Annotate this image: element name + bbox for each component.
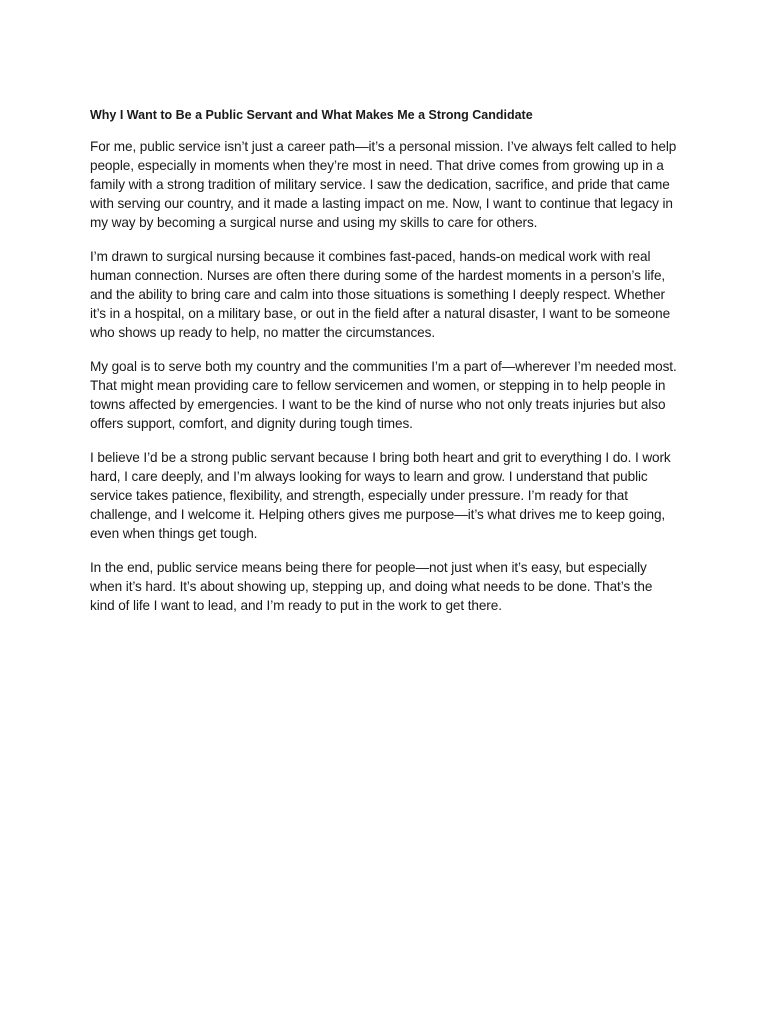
paragraph-3: My goal is to serve both my country and the communities I’m a part of—wherever I’m needed most. That might mean providing care to fellow servicemen and women, or stepping in to help people in towns affected by emergencies. I want to be the kind of nurse who not only treats injuries but also offers support, comfort, and dignity during tough times. <box>90 359 677 431</box>
paragraph-1: For me, public service isn’t just a career path—it’s a personal mission. I’ve always felt called to help people, especially in moments when they’re most in need. That drive comes from growing up in a family with a strong tradition of military service. I saw the dedication, sacrifice, and pride that came with serving our country, and it made a lasting impact on me. Now, I want to continue that legacy in my way by becoming a surgical nurse and using my skills to care for others. <box>90 139 677 230</box>
paragraph-5: In the end, public service means being there for people—not just when it’s easy, but especially when it’s hard. It’s about showing up, stepping up, and doing what needs to be done. That’s the kind of life I want to lead, and I’m ready to put in the work to get there. <box>90 560 653 613</box>
document-page <box>90 106 680 630</box>
document-title: Why I Want to Be a Public Servant and What Makes Me a Strong Candidate <box>90 108 533 122</box>
paragraph-2: I’m drawn to surgical nursing because it combines fast-paced, hands-on medical work with real human connection. Nurses are often there during some of the hardest moments in a person’s life, and the ability to bring care and calm into those situations is something I deeply respect. Whether it’s in a hospital, on a military base, or out in the field after a natural disaster, I want to be someone who shows up ready to help, no matter the circumstances. <box>90 249 671 340</box>
paragraph-4: I believe I’d be a strong public servant because I bring both heart and grit to everything I do. I work hard, I care deeply, and I’m always looking for ways to learn and grow. I understand that public service takes patience, flexibility, and strength, especially under pressure. I’m ready for that challenge, and I welcome it. Helping others gives me purpose—it’s what drives me to keep going, even when things get tough. <box>90 450 671 541</box>
